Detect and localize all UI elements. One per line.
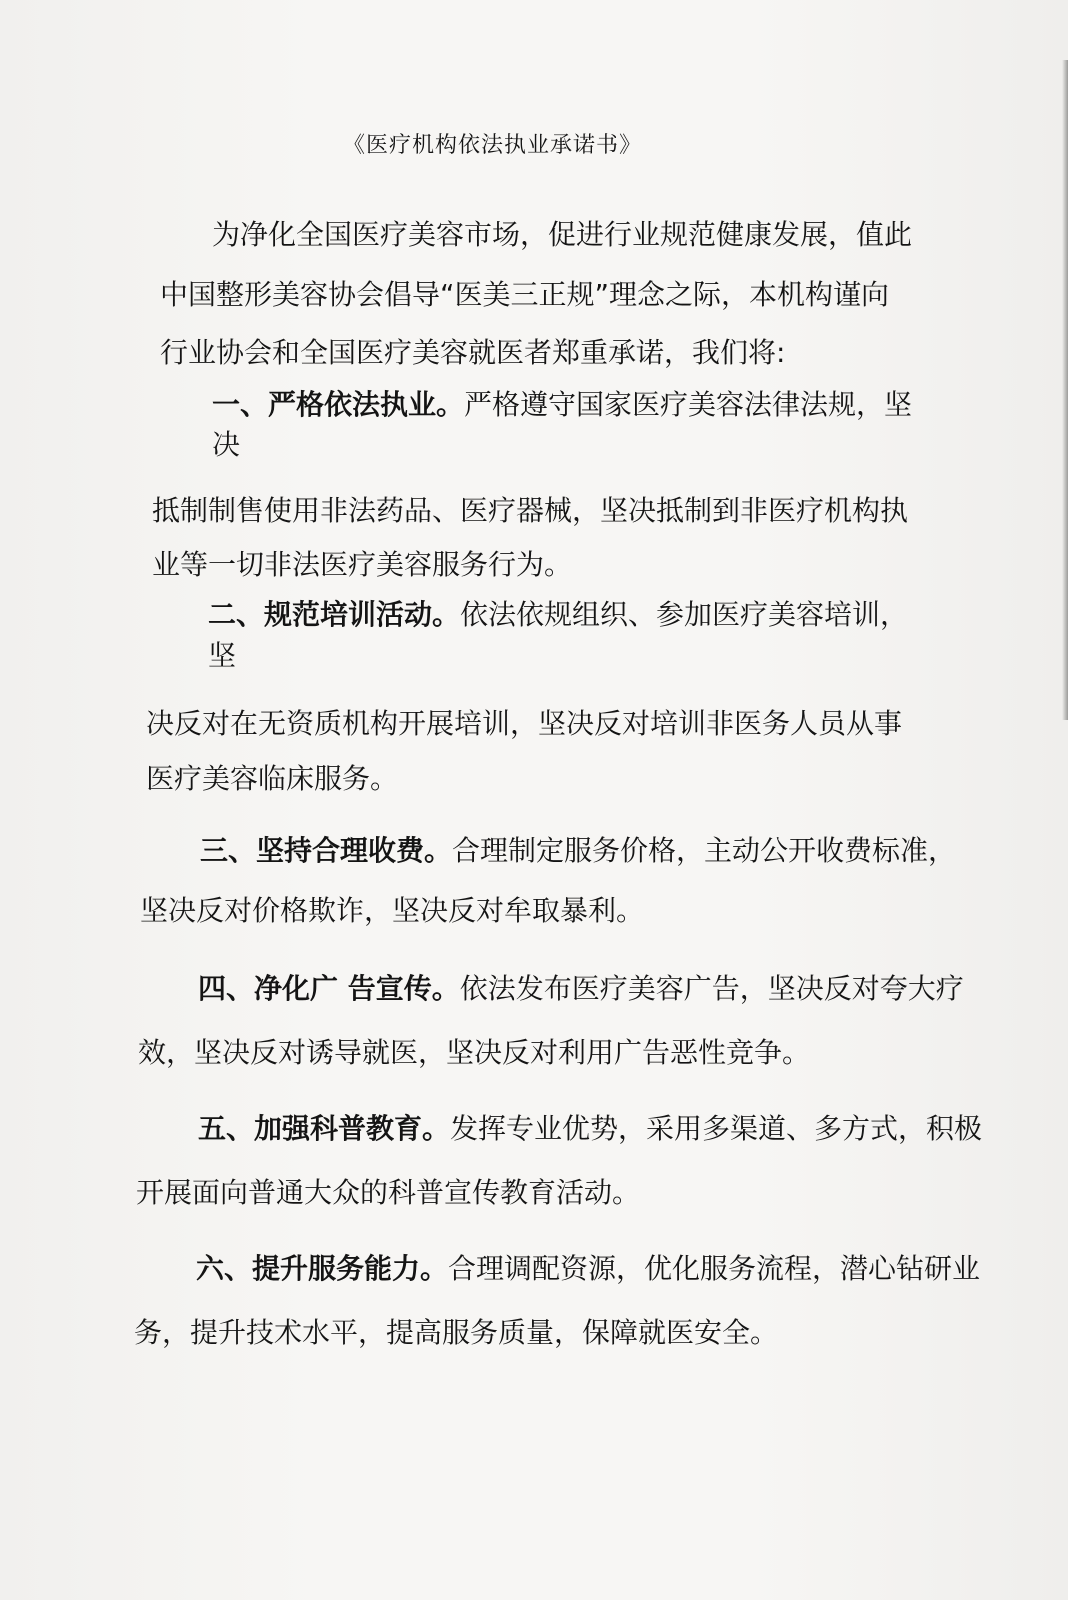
commitment-heading: 六、提升服务能力。 — [196, 1252, 449, 1285]
commitment-item — [198, 972, 964, 1006]
commitment-text: 医疗美容临床服务。 — [146, 762, 399, 795]
commitment-heading: 二、规范培训活动。 — [208, 598, 461, 631]
commitment-text: 合理制定服务价格，主动公开收费标准， — [452, 834, 957, 867]
commitment-item — [212, 388, 912, 422]
commitment-text: 务，提升技术水平，提高服务质量，保障就医安全。 — [134, 1316, 779, 1349]
page-edge-shadow — [1062, 60, 1068, 720]
commitment-text: 业等一切非法医疗美容服务行为。 — [152, 548, 573, 581]
commitment-item — [208, 598, 908, 632]
commitment-text: 抵制制售使用非法药品、医疗器械，坚决抵制到非医疗机构执 — [152, 494, 909, 527]
commitment-text: 严格遵守国家医疗美容法律法规，坚 — [464, 388, 913, 421]
commitment-text: 依法依规组织、参加医疗美容培训， — [460, 598, 909, 631]
commitment-heading: 三、坚持合理收费。 — [200, 834, 453, 867]
commitment-text: 决反对在无资质机构开展培训，坚决反对培训非医务人员从事 — [146, 707, 903, 740]
commitment-heading: 五、加强科普教育。 — [198, 1112, 451, 1145]
commitment-text: 坚 — [208, 639, 237, 672]
intro-line: 为净化全国医疗美容市场，促进行业规范健康发展，值此 — [212, 218, 913, 251]
commitment-text: 发挥专业优势，采用多渠道、多方式，积极 — [450, 1112, 983, 1145]
commitment-text: 决 — [212, 428, 241, 461]
commitment-heading: 一、严格依法执业。 — [212, 388, 465, 421]
document-title: 《医疗机构依法执业承诺书》 — [343, 133, 643, 158]
intro-line: 中国整形美容协会倡导“医美三正规”理念之际，本机构谨向 — [160, 278, 890, 311]
commitment-item — [196, 1252, 980, 1286]
commitment-text: 开展面向普通大众的科普宣传教育活动。 — [136, 1176, 641, 1209]
commitment-text: 坚决反对价格欺诈，坚决反对牟取暴利。 — [140, 894, 645, 927]
intro-line: 行业协会和全国医疗美容就医者郑重承诺，我们将: — [160, 336, 786, 369]
commitment-item — [198, 1112, 982, 1146]
commitment-heading: 四、净化广 告宣传。 — [198, 972, 460, 1005]
commitment-text: 效，坚决反对诱导就医，坚决反对利用广告恶性竞争。 — [138, 1036, 811, 1069]
commitment-item — [200, 834, 956, 868]
commitment-text: 合理调配资源，优化服务流程，潜心钻研业 — [448, 1252, 981, 1285]
commitment-text: 依法发布医疗美容广告，坚决反对夸大疗 — [459, 972, 964, 1005]
